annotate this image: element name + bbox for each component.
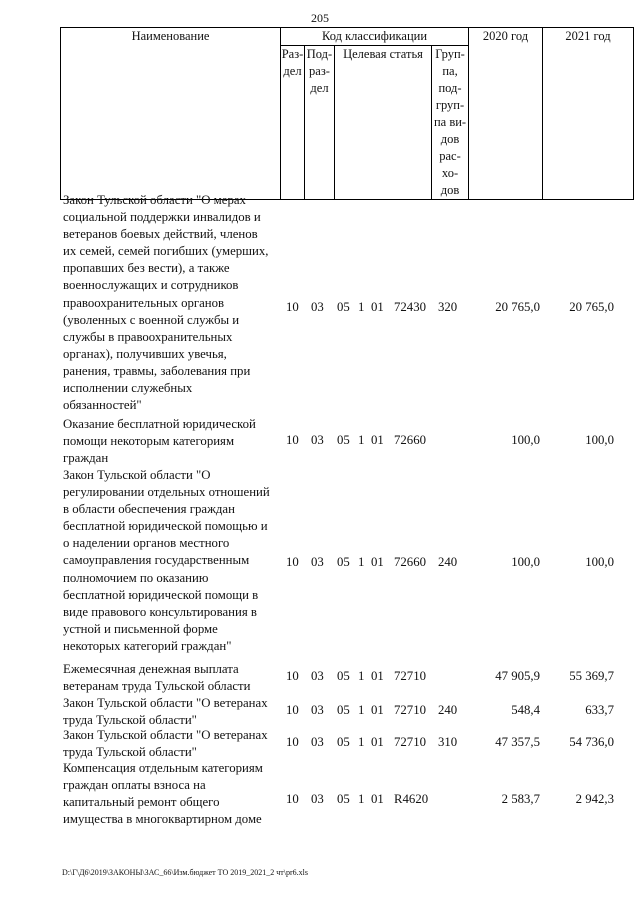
row-cs2: 1: [358, 433, 365, 447]
row-razdel: 10: [286, 735, 299, 749]
row-podrazdel: 03: [311, 703, 324, 717]
row-cs4: 72710: [394, 669, 426, 683]
row-razdel: 10: [286, 703, 299, 717]
row-cs4: 72710: [394, 735, 426, 749]
file-path-footer: D:\Г\Д6\2019\ЗАКОНЫ\ЗАС_66\Изм.бюджет ТО 2019_2021_2 чт\pr6.xls: [62, 868, 308, 877]
header-target-article: Целевая статья: [335, 46, 432, 200]
row-2021: 20 765,0: [569, 300, 614, 314]
row-cs1: 05: [337, 792, 350, 806]
row-2020: 47 357,5: [495, 735, 540, 749]
row-cs2: 1: [358, 555, 365, 569]
row-cs1: 05: [337, 703, 350, 717]
row-name: Оказание бесплатной юридической помощи некоторым категориям граждан: [63, 417, 256, 466]
row-cs1: 05: [337, 669, 350, 683]
row-name: Компенсация отдельным категориям граждан оплаты взноса на капитальный ремонт общего имущества в многоквартирном доме: [63, 761, 263, 827]
row-2021: 2 942,3: [575, 792, 614, 806]
header-year-2020: 2020 год: [469, 28, 543, 200]
row-cs3: 01: [371, 300, 384, 314]
row-cs1: 05: [337, 433, 350, 447]
row-cs2: 1: [358, 792, 365, 806]
header-podrazdel: Под- раз- дел: [305, 46, 335, 200]
row-name: Закон Тульской области "О ветеранах труда Тульской области": [63, 696, 268, 728]
row-cs1: 05: [337, 300, 350, 314]
page-number: 205: [311, 11, 329, 25]
row-razdel: 10: [286, 669, 299, 683]
row-name: Закон Тульской области "О ветеранах труда Тульской области": [63, 728, 268, 760]
row-cs1: 05: [337, 555, 350, 569]
row-cs3: 01: [371, 792, 384, 806]
row-name: Закон Тульской области "О регулировании отдельных отношений в области обеспечения граждан бесплатной юридической помощью и о наделении органов местного самоуправления государственным полномочием по оказанию бесплатной юридической помощи в виде правового консультирования в устной и письменной форме некоторых категорий граждан": [63, 468, 270, 653]
row-2021: 55 369,7: [569, 669, 614, 683]
row-cs2: 1: [358, 735, 365, 749]
row-cs3: 01: [371, 433, 384, 447]
header-year-2021: 2021 год: [543, 28, 634, 200]
row-2020: 548,4: [511, 703, 540, 717]
row-podrazdel: 03: [311, 669, 324, 683]
row-cs4: 72430: [394, 300, 426, 314]
row-podrazdel: 03: [311, 792, 324, 806]
table-header: [60, 27, 634, 200]
row-cs3: 01: [371, 669, 384, 683]
row-2020: 20 765,0: [495, 300, 540, 314]
row-2021: 633,7: [585, 703, 614, 717]
row-podrazdel: 03: [311, 735, 324, 749]
row-cs4: 72710: [394, 703, 426, 717]
row-cs3: 01: [371, 703, 384, 717]
row-cs3: 01: [371, 555, 384, 569]
row-vr: 320: [438, 300, 458, 314]
header-razdel: Раз- дел: [281, 46, 305, 200]
row-podrazdel: 03: [311, 433, 324, 447]
row-razdel: 10: [286, 300, 299, 314]
row-cs4: 72660: [394, 433, 426, 447]
row-vr: 240: [438, 703, 458, 717]
row-razdel: 10: [286, 433, 299, 447]
row-cs2: 1: [358, 669, 365, 683]
row-2021: 100,0: [585, 555, 614, 569]
row-cs3: 01: [371, 735, 384, 749]
row-2020: 2 583,7: [501, 792, 540, 806]
row-name: Закон Тульской области "О мерах социальной поддержки инвалидов и ветеранов боевых действий, членов их семей, семей погибших (умерших, пропавших без вести), а также военнослужащих и сотрудников правоохранительных органов (уволенных с военной службы и службы в правоохранительных органах), получивших увечья, ранения, травмы, заболевания при исполнении служебных обязанностей": [63, 193, 269, 413]
row-cs1: 05: [337, 735, 350, 749]
row-2021: 100,0: [585, 433, 614, 447]
row-2020: 47 905,9: [495, 669, 540, 683]
row-cs2: 1: [358, 703, 365, 717]
header-group: Груп- па, под- груп- па ви- дов рас- хо- дов: [432, 46, 469, 200]
row-vr: 240: [438, 555, 458, 569]
row-cs2: 1: [358, 300, 365, 314]
row-razdel: 10: [286, 792, 299, 806]
row-2020: 100,0: [511, 433, 540, 447]
header-classification: Код классификации: [281, 28, 469, 46]
row-2021: 54 736,0: [569, 735, 614, 749]
row-razdel: 10: [286, 555, 299, 569]
header-name: Наименование: [61, 28, 281, 200]
row-vr: 310: [438, 735, 458, 749]
row-name: Ежемесячная денежная выплата ветеранам труда Тульской области: [63, 662, 251, 694]
row-podrazdel: 03: [311, 300, 324, 314]
row-cs4: 72660: [394, 555, 426, 569]
row-2020: 100,0: [511, 555, 540, 569]
row-podrazdel: 03: [311, 555, 324, 569]
row-cs4: R4620: [394, 792, 429, 806]
